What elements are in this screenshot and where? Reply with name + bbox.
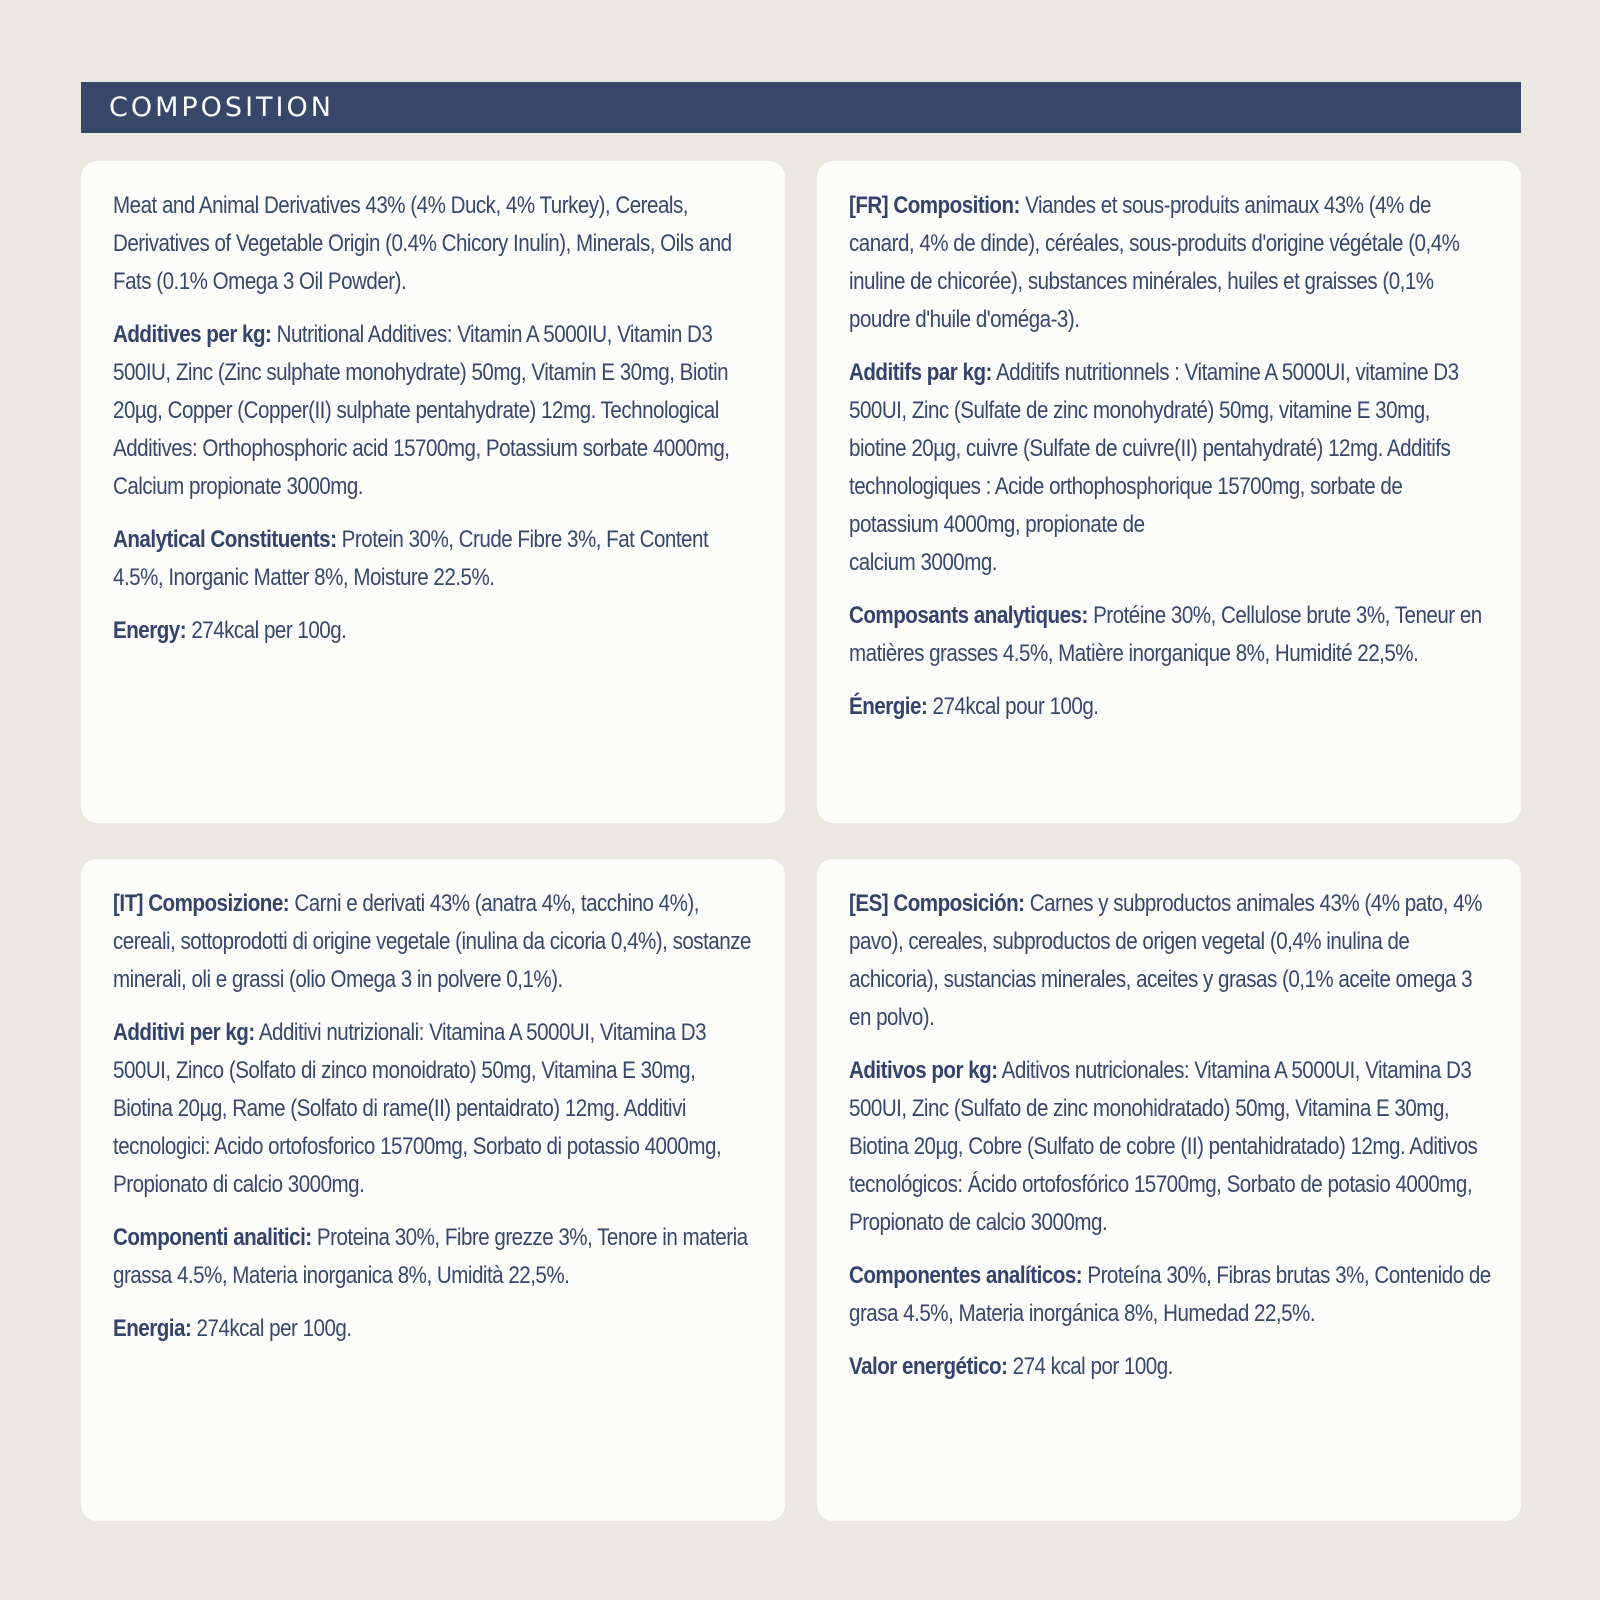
additives-text: Additifs nutritionnels : Vitamine A 5000UI, vitamine D3 500UI, Zinc (Sulfate de zinc monohydraté) 50mg, vitamine E 30mg, biotine 20µg, cuivre (Sulfate de cuivre(II) pentahydraté) 12mg. Additifs technologiques : Acide orthophosphorique 15700mg, sorbate de potassium 4000mg, propionate de [849,359,1459,538]
energy-paragraph [849,1348,1491,1386]
analytical-paragraph [849,597,1491,673]
energy-label: Energy: [113,617,187,644]
additives-text: Aditivos nutricionales: Vitamina A 5000UI, Vitamina D3 500UI, Zinc (Sulfato de zinc monohidratado) 50mg, Vitamina E 30mg, Biotina 20µg, Cobre (Sulfato de cobre (II) pentahidratado) 12mg. Aditivos tecnológicos: Ácido ortofosfórico 15700mg, Sorbato de potasio 4000mg, Propionato de calcio 3000mg. [849,1057,1478,1236]
additives-text-continued: calcium 3000mg. [849,549,998,576]
composition-card-italian [81,859,785,1521]
additives-label: Additivi per kg: [113,1019,255,1046]
energy-text: 274kcal per 100g. [191,1315,352,1342]
analytical-paragraph [113,521,755,597]
energy-label: Valor energético: [849,1353,1008,1380]
composition-label: [ES] Composición: [849,890,1025,917]
additives-text: Additivi nutrizionali: Vitamina A 5000UI, Vitamina D3 500UI, Zinco (Solfato di zinco monoidrato) 50mg, Vitamina E 30mg, Biotina 20µg, Rame (Solfato di rame(II) pentaidrato) 12mg. Additivi tecnologici: Acido ortofosforico 15700mg, Sorbato di potassio 4000mg, Propionato di calcio 3000mg. [113,1019,722,1198]
additives-label: Additives per kg: [113,321,272,348]
analytical-label: Componenti analitici: [113,1224,312,1251]
analytical-label: Analytical Constituents: [113,526,337,553]
additives-text: Nutritional Additives: Vitamin A 5000IU, Vitamin D3 500IU, Zinc (Zinc sulphate monohydrate) 50mg, Vitamin E 30mg, Biotin 20µg, Copper (Copper(II) sulphate pentahydrate) 12mg. Technological Additives: Orthophosphoric acid 15700mg, Potassium sorbate 4000mg, Calcium propionate 3000mg. [113,321,730,500]
analytical-text: Protein 30%, Crude Fibre 3%, Fat Content 4.5%, Inorganic Matter 8%, Moisture 22.5%. [113,526,709,591]
energy-text: 274 kcal por 100g. [1007,1353,1173,1380]
additives-label: Aditivos por kg: [849,1057,998,1084]
composition-label: [IT] Composizione: [113,890,290,917]
analytical-paragraph [849,1257,1491,1333]
energy-text: 274kcal per 100g. [186,617,347,644]
additives-paragraph [113,1014,755,1204]
additives-paragraph [849,354,1491,582]
composition-text: Meat and Animal Derivatives 43% (4% Duck, 4% Turkey), Cereals, Derivatives of Vegetable Origin (0.4% Chicory Inulin), Minerals, Oils and Fats (0.1% Omega 3 Oil Powder). [113,192,732,295]
composition-label: [FR] Composition: [849,192,1020,219]
page-title: COMPOSITION [109,92,334,123]
additives-paragraph [849,1052,1491,1242]
analytical-text: Protéine 30%, Cellulose brute 3%, Teneur en matières grasses 4.5%, Matière inorganique 8%, Humidité 22,5%. [849,602,1482,667]
energy-label: Energia: [113,1315,192,1342]
composition-card-spanish [817,859,1521,1521]
analytical-text: Proteína 30%, Fibras brutas 3%, Contenido de grasa 4.5%, Materia inorgánica 8%, Humedad 22,5%. [849,1262,1491,1327]
composition-card-english [81,161,785,823]
analytical-paragraph [113,1219,755,1295]
composition-paragraph [849,885,1491,1037]
energy-label: Énergie: [849,693,928,720]
composition-paragraph [849,187,1491,339]
composition-card-french [817,161,1521,823]
analytical-text: Proteina 30%, Fibre grezze 3%, Tenore in materia grassa 4.5%, Materia inorganica 8%, Umidità 22,5%. [113,1224,748,1289]
composition-paragraph [113,885,755,999]
additives-label: Additifs par kg: [849,359,992,386]
analytical-label: Componentes analíticos: [849,1262,1083,1289]
composition-text: Carni e derivati 43% (anatra 4%, tacchino 4%), cereali, sottoprodotti di origine vegetale (inulina da cicoria 0,4%), sostanze minerali, oli e grassi (olio Omega 3 in polvere 0,1%). [113,890,751,993]
composition-text: Carnes y subproductos animales 43% (4% pato, 4% pavo), cereales, subproductos de origen vegetal (0,4% inulina de achicoria), sustancias minerales, aceites y grasas (0,1% aceite omega 3 en polvo). [849,890,1482,1031]
composition-text: Viandes et sous-produits animaux 43% (4% de canard, 4% de dinde), céréales, sous-produits d'origine végétale (0,4% inuline de chicorée), substances minérales, huiles et graisses (0,1% poudre d'huile d'oméga-3). [849,192,1460,333]
composition-header-bar [81,82,1521,133]
additives-paragraph [113,316,755,506]
energy-paragraph [113,612,755,650]
composition-paragraph [113,187,755,301]
analytical-label: Composants analytiques: [849,602,1088,629]
energy-text: 274kcal pour 100g. [927,693,1099,720]
energy-paragraph [113,1310,755,1348]
energy-paragraph [849,688,1491,726]
